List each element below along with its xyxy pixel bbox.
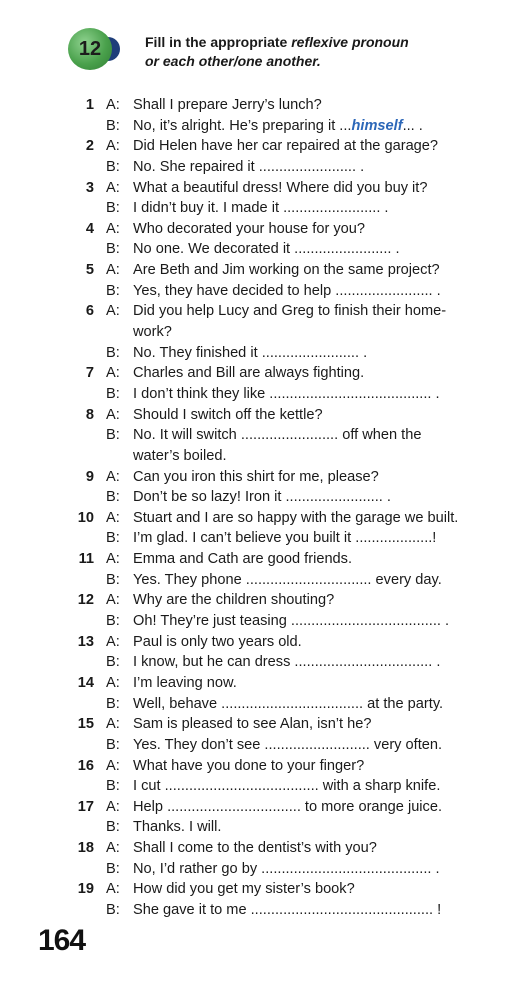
dialogue-text [133, 879, 494, 900]
speaker-label: A: [106, 365, 120, 382]
exercise-line [0, 735, 514, 756]
speaker-label: A: [106, 509, 120, 526]
dialogue-text [133, 260, 494, 281]
item-number: 4 [85, 220, 94, 237]
speaker-label: B: [106, 736, 120, 753]
exercise-line [0, 157, 514, 178]
speaker-label: A: [106, 406, 120, 423]
text-segment: Well, behave ................................... at the party. [133, 695, 444, 712]
text-segment: Don’t be so lazy! Iron it ........................ . [133, 489, 391, 506]
text-segment: No one. We decorated it ........................ . [133, 241, 400, 258]
exercise-line [0, 425, 514, 446]
text-segment: Oh! They’re just teasing ..................................... . [133, 613, 450, 630]
text-segment: Can you iron this shirt for me, please? [133, 468, 379, 485]
speaker-label: A: [106, 97, 120, 113]
text-segment: Did you help Lucy and Greg to finish their home- [133, 303, 447, 320]
exercise-line [0, 239, 514, 260]
exercise-line [0, 281, 514, 302]
speaker-label: A: [106, 303, 120, 320]
dialogue-text [133, 322, 494, 343]
text-segment: What have you done to your finger? [133, 757, 365, 774]
exercise-line [0, 838, 514, 859]
exercise-line [0, 570, 514, 591]
exercise-line [0, 446, 514, 467]
item-number: 10 [77, 509, 94, 526]
speaker-label: B: [106, 654, 120, 671]
item-number: 13 [77, 633, 94, 650]
dialogue-text [133, 859, 494, 880]
text-segment: Stuart and I are so happy with the garage we built. [133, 509, 459, 526]
speaker-label: A: [106, 262, 120, 279]
text-segment: What a beautiful dress! Where did you buy it? [133, 179, 428, 196]
speaker-label: B: [106, 695, 120, 712]
speaker-label: B: [106, 778, 120, 795]
speaker-label: A: [106, 674, 120, 691]
text-segment: Why are the children shouting? [133, 592, 335, 609]
item-number: 9 [85, 468, 94, 485]
page-number: 164 [38, 924, 86, 957]
exercise-line [0, 859, 514, 880]
text-segment: water’s boiled. [133, 447, 227, 464]
dialogue-text [133, 776, 494, 797]
speaker-label: B: [106, 241, 120, 258]
text-segment: I cut ...................................... with a sharp knife. [133, 778, 441, 795]
dialogue-text [133, 735, 494, 756]
exercise-line [0, 549, 514, 570]
speaker-label: B: [106, 530, 120, 547]
dialogue-text [133, 281, 494, 302]
text-segment: I’m glad. I can’t believe you built it ...................! [133, 530, 437, 547]
exercise-line [0, 776, 514, 797]
exercise-list [0, 95, 514, 921]
speaker-label: B: [106, 282, 120, 299]
text-segment: I’m leaving now. [133, 674, 237, 691]
exercise-line [0, 384, 514, 405]
exercise-line [0, 343, 514, 364]
dialogue-text [133, 239, 494, 260]
text-segment: ... . [402, 117, 423, 134]
dialogue-text [133, 652, 494, 673]
text-segment: Thanks. I will. [133, 819, 222, 836]
dialogue-text [133, 425, 494, 446]
text-segment: Emma and Cath are good friends. [133, 551, 353, 568]
item-number: 11 [78, 551, 94, 568]
dialogue-text [133, 487, 494, 508]
item-number: 5 [85, 262, 94, 279]
exercise-line [0, 363, 514, 384]
text-segment: Sam is pleased to see Alan, isn’t he? [133, 716, 372, 733]
dialogue-text [133, 116, 494, 137]
dialogue-text [133, 198, 494, 219]
exercise-line [0, 116, 514, 137]
dialogue-text [133, 343, 494, 364]
speaker-label: B: [106, 385, 120, 402]
item-number: 6 [85, 303, 94, 320]
dialogue-text [133, 756, 494, 777]
exercise-line [0, 756, 514, 777]
exercise-line [0, 632, 514, 653]
text-segment: No. It will switch ........................ off when the [133, 427, 422, 444]
text-segment: work? [133, 324, 172, 341]
item-number: 18 [77, 840, 94, 857]
text-segment: I don’t think they like ........................................ . [133, 385, 440, 402]
exercise-line [0, 178, 514, 199]
dialogue-text [133, 363, 494, 384]
exercise-number-badge [68, 28, 118, 70]
dialogue-text [133, 611, 494, 632]
item-number: 15 [77, 716, 94, 733]
text-segment: Yes, they have decided to help ........................ . [133, 282, 441, 299]
speaker-label: A: [106, 633, 120, 650]
instruction-lead: Fill in the appropriate [145, 34, 292, 50]
text-segment: Yes. They phone ............................... every day. [133, 571, 442, 588]
exercise-line [0, 136, 514, 157]
exercise-number: 12 [78, 37, 102, 60]
item-number: 3 [85, 179, 94, 196]
dialogue-text [133, 632, 494, 653]
dialogue-text [133, 446, 494, 467]
exercise-line [0, 198, 514, 219]
speaker-label: B: [106, 117, 120, 134]
text-segment: No, it’s alright. He’s preparing it ... [133, 117, 352, 134]
speaker-label: A: [106, 468, 120, 485]
text-segment: I didn’t buy it. I made it ........................ . [133, 200, 389, 217]
dialogue-text [133, 301, 494, 322]
item-number: 1 [85, 97, 94, 113]
text-segment: No. She repaired it ........................ . [133, 158, 365, 175]
exercise-line [0, 487, 514, 508]
instruction-emphasis: reflexive pronoun [291, 34, 409, 50]
speaker-label: B: [106, 344, 120, 361]
dialogue-text [133, 817, 494, 838]
text-segment: Shall I come to the dentist’s with you? [133, 840, 377, 857]
exercise-line [0, 260, 514, 281]
text-segment: Yes. They don’t see .......................... very often. [133, 736, 443, 753]
item-number: 19 [77, 881, 94, 898]
dialogue-text [133, 900, 494, 921]
dialogue-text [133, 838, 494, 859]
speaker-label: B: [106, 571, 120, 588]
speaker-label: A: [106, 881, 120, 898]
speaker-label: A: [106, 716, 120, 733]
dialogue-text [133, 384, 494, 405]
exercise-instruction [145, 33, 505, 71]
dialogue-text [133, 590, 494, 611]
text-segment: Charles and Bill are always fighting. [133, 365, 365, 382]
speaker-label: B: [106, 158, 120, 175]
dialogue-text [133, 694, 494, 715]
dialogue-text [133, 467, 494, 488]
speaker-label: A: [106, 179, 120, 196]
dialogue-text [133, 570, 494, 591]
exercise-line [0, 301, 514, 322]
text-segment: How did you get my sister’s book? [133, 881, 355, 898]
text-segment: No. They finished it ........................ . [133, 344, 368, 361]
speaker-label: B: [106, 427, 120, 444]
item-number: 12 [77, 592, 94, 609]
exercise-line [0, 673, 514, 694]
exercise-line [0, 714, 514, 735]
instruction-line-2: or each other/one another. [145, 53, 321, 69]
speaker-label: B: [106, 200, 120, 217]
speaker-label: B: [106, 860, 120, 877]
exercise-line [0, 219, 514, 240]
exercise-line [0, 817, 514, 838]
text-segment: Who decorated your house for you? [133, 220, 366, 237]
text-segment: I know, but he can dress .................................. . [133, 654, 441, 671]
item-number: 7 [85, 365, 94, 382]
dialogue-text [133, 157, 494, 178]
exercise-line [0, 694, 514, 715]
speaker-label: A: [106, 138, 120, 155]
dialogue-text [133, 219, 494, 240]
text-segment: Paul is only two years old. [133, 633, 302, 650]
dialogue-text [133, 797, 494, 818]
text-segment: She gave it to me ............................................. ! [133, 901, 442, 918]
text-segment: Shall I prepare Jerry’s lunch? [133, 97, 322, 113]
speaker-label: A: [106, 757, 120, 774]
text-segment: No, I’d rather go by .......................................... . [133, 860, 440, 877]
exercise-line [0, 322, 514, 343]
exercise-line [0, 797, 514, 818]
item-number: 14 [77, 674, 94, 691]
handwritten-answer: himself [351, 117, 403, 134]
dialogue-text [133, 136, 494, 157]
exercise-line [0, 467, 514, 488]
exercise-line [0, 590, 514, 611]
dialogue-text [133, 549, 494, 570]
speaker-label: B: [106, 819, 120, 836]
text-segment: Are Beth and Jim working on the same project? [133, 262, 440, 279]
item-number: 2 [85, 138, 94, 155]
item-number: 16 [77, 757, 94, 774]
exercise-line [0, 95, 514, 116]
dialogue-text [133, 714, 494, 735]
dialogue-text [133, 95, 494, 116]
speaker-label: A: [106, 592, 120, 609]
speaker-label: B: [106, 901, 120, 918]
dialogue-text [133, 508, 494, 529]
exercise-line [0, 611, 514, 632]
exercise-line [0, 900, 514, 921]
exercise-line [0, 508, 514, 529]
speaker-label: A: [106, 551, 120, 568]
text-segment: Did Helen have her car repaired at the garage? [133, 138, 439, 155]
item-number: 8 [85, 406, 94, 423]
speaker-label: A: [106, 840, 120, 857]
exercise-line [0, 879, 514, 900]
speaker-label: B: [106, 489, 120, 506]
exercise-line [0, 652, 514, 673]
text-segment: Should I switch off the kettle? [133, 406, 323, 423]
dialogue-text [133, 178, 494, 199]
speaker-label: B: [106, 613, 120, 630]
text-segment: Help ................................. to more orange juice. [133, 798, 443, 815]
dialogue-text [133, 673, 494, 694]
dialogue-text [133, 405, 494, 426]
speaker-label: A: [106, 798, 120, 815]
exercise-line [0, 528, 514, 549]
item-number: 17 [77, 798, 94, 815]
dialogue-text [133, 528, 494, 549]
exercise-line [0, 405, 514, 426]
speaker-label: A: [106, 220, 120, 237]
